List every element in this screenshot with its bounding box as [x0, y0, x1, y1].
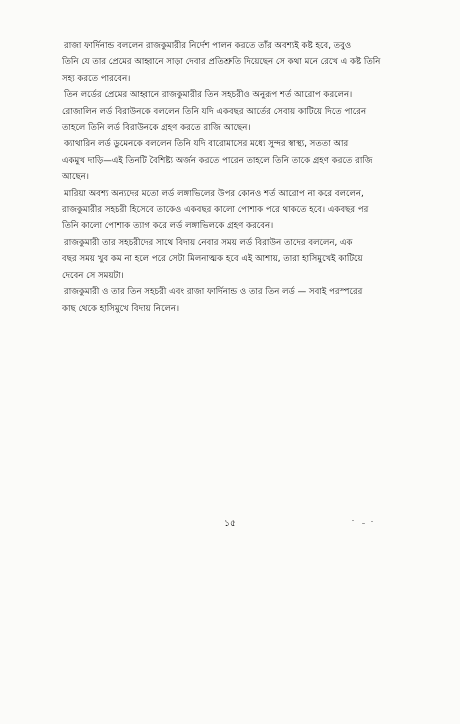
text-line: রাজা ফার্দিনান্ড বললেন রাজকুমারীর নির্দেশ পালন করতে তাঁর অবশ্যই কষ্ট হবে, তবুও [64, 41, 352, 51]
scan-speck [362, 523, 365, 524]
text-line: তিনি যে তার প্রেমের আহ্বানে সাড়া দেবার প্রতিশ্রুতি দিয়েছেন সে কথা মনে রেখে এ কষ্ট তিনি [62, 57, 381, 68]
text-line: রোজালিন লর্ড বিরাউনকে বললেন তিনি যদি একবছর আর্তের সেবায় কাটিয়ে দিতে পারেন [62, 106, 367, 117]
scan-speck [371, 521, 373, 522]
text-line: রাজকুমারী ও তার তিন সহচরী এবং রাজা ফার্দিনান্ড ও তার তিন লর্ড — সবাই পরস্পরের [64, 287, 363, 298]
text-line: রাজকুমারীর সহচরী হিসেবে তাকেও একবছর কালো পোশাক পরে থাকতে হবে। একবছর পর [62, 205, 369, 216]
text-line: দেবেন সে সময়টা। [62, 270, 124, 281]
text-line: একমুখ দাড়ি—এই তিনটি বৈশিষ্ট্য অর্জন করতে পারেন তাহলে তিনি তাকে গ্রহণ করতে রাজি [62, 155, 373, 166]
text-line: বছর সময় খুব কম না হলে পরে সেটা মিলনাত্মক হবে এই আশায়, তারা হাসিমুখেই কাটিয়ে [62, 254, 363, 265]
paragraph [62, 136, 424, 185]
text-line: ক্যাথারিন লর্ড ডুমেনকে বললেন তিনি যদি বারোমাসের মধ্যে সুন্দর স্বাস্থ্য, সততা আর [64, 139, 349, 150]
paragraph [62, 38, 424, 87]
text-line: তিনি কালো পোশাক ত্যাগ করে লর্ড লঙ্গাভিলকে গ্রহণ করবেন। [62, 221, 274, 232]
paragraph [62, 186, 424, 235]
text-line: আছেন। [62, 172, 89, 183]
scan-speck [352, 520, 354, 521]
text-line: সহ্য করতে পারবেন। [62, 73, 131, 84]
text-line: তাহলে তিনি লর্ড বিরাউনকে গ্রহণ করতে রাজি আছেন। [62, 123, 251, 134]
paragraph [62, 87, 424, 136]
text-line: তিন লর্ডের প্রেমের আহ্বানে রাজকুমারীর তিন সহচরীও অনুরূপ শর্ত আরোপ করলেন। [64, 90, 353, 101]
paragraph [62, 235, 424, 284]
body-text [62, 38, 424, 317]
text-line: মারিয়া অবশ্য অন্যদের মতো লর্ড লঙ্গাভিলের উপর কোনও শর্ত আরোপ না করে বললেন, [64, 188, 364, 199]
page-number: ১৫ [224, 519, 236, 529]
paragraph [62, 284, 424, 317]
text-line: কাছ থেকে হাসিমুখে বিদায় নিলেন। [62, 303, 180, 314]
text-line: রাজকুমারী তার সহচরীদের সাথে বিদায় নেবার সময় লর্ড বিরাউন তাদের বললেন, এক [64, 237, 353, 248]
